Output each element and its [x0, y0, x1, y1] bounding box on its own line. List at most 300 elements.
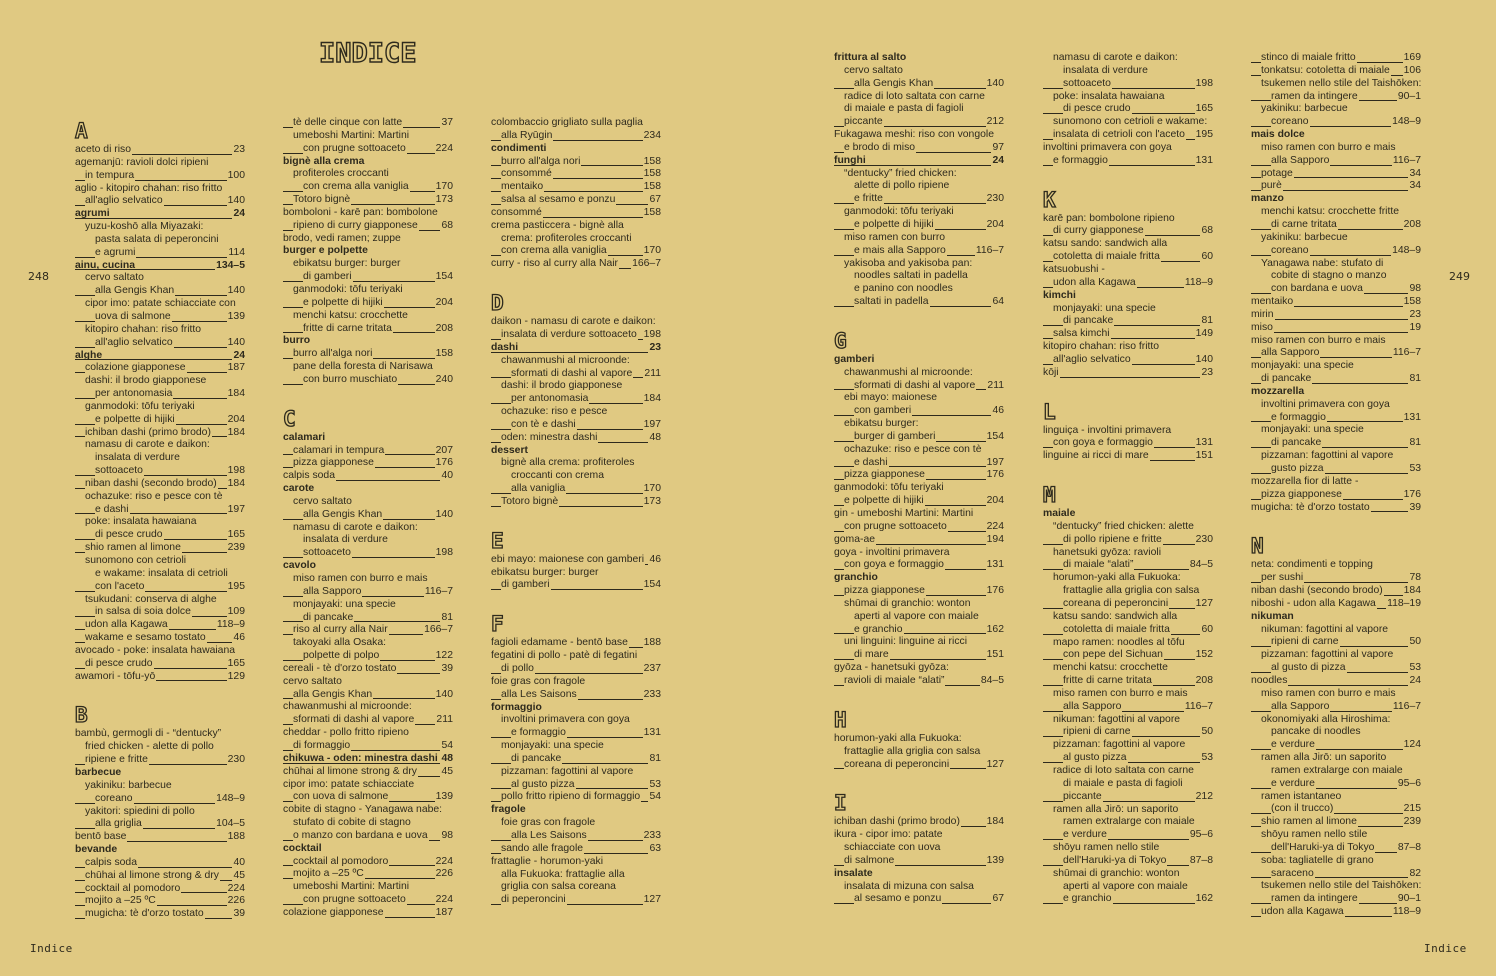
entry-page-number: 184: [643, 393, 661, 405]
index-entry: [283, 791, 453, 804]
entry-text: all'aglio selvatico: [1053, 353, 1131, 365]
index-entry: [491, 881, 661, 894]
index-heading: [283, 560, 453, 573]
index-entry: [834, 380, 1004, 393]
index-entry: [491, 168, 661, 181]
index-entry: [1043, 225, 1213, 238]
entry-text: ochazuke: riso e pesce con tè: [85, 490, 223, 502]
index-entry: [834, 206, 1004, 219]
entry-text: involtini primavera con goya: [1261, 398, 1390, 410]
index-heading: [1251, 611, 1421, 624]
index-entry: [1251, 880, 1421, 893]
index-entry: [834, 733, 1004, 746]
entry-page-number: 23: [233, 144, 245, 155]
index-entry: [1043, 450, 1213, 463]
entry-text: cervo saltato: [85, 272, 144, 284]
index-entry: [1043, 264, 1213, 277]
entry-text: tonkatsu: cotoletta di maiale: [1261, 64, 1390, 76]
entry-text: awamori - tōfu-yō: [75, 670, 156, 682]
entry-page-number: 158: [1403, 296, 1421, 308]
index-entry: [1251, 726, 1421, 739]
section-letter-text: H: [834, 707, 847, 732]
index-entry: [1043, 598, 1213, 611]
entry-page-number: 158: [643, 168, 661, 180]
index-entry: [283, 130, 453, 143]
entry-page-number: 207: [435, 444, 453, 456]
entry-text: di pollo: [501, 663, 534, 674]
entry-text: ebikatsu burger: burger: [491, 566, 599, 578]
index-entry: [1043, 65, 1213, 78]
entry-page-number: 81: [441, 611, 453, 623]
index-entry: [1043, 701, 1213, 714]
entry-text: ramen extralarge con maiale: [1063, 816, 1195, 828]
entry-text: shūmai di granchio: wonton: [1053, 867, 1180, 879]
index-entry: [834, 232, 1004, 245]
index-entry: [1251, 155, 1421, 168]
entry-text: pizzaman: fagottini al vapore: [1053, 739, 1186, 751]
index-heading: [491, 143, 661, 156]
entry-page-number: 197: [227, 503, 245, 515]
entry-text: oden: minestra dashi: [501, 431, 598, 443]
entry-text: croccanti con crema: [511, 470, 604, 482]
section-gap: [491, 592, 661, 604]
entry-page-number: 46: [649, 553, 661, 565]
index-heading: [283, 753, 453, 766]
index-entry: [834, 585, 1004, 598]
section-letter: [75, 119, 245, 144]
entry-page-number: 53: [1201, 752, 1213, 764]
index-entry: [1251, 91, 1421, 104]
entry-page-number: 100: [227, 169, 245, 181]
index-entry: [75, 157, 245, 170]
index-entry: [1251, 309, 1421, 322]
entry-page-number: 116–7: [1392, 154, 1421, 166]
entry-page-number: 166–7: [424, 624, 453, 636]
index-entry: [1043, 611, 1213, 624]
index-entry: [283, 676, 453, 689]
index-entry: [1043, 559, 1213, 572]
index-entry: [75, 170, 245, 183]
index-entry: [1251, 765, 1421, 778]
entry-text: purè: [1261, 180, 1282, 192]
entry-text: noodles: [1251, 674, 1288, 686]
index-entry: [1043, 585, 1213, 598]
entry-text: con prugne sottoaceto: [844, 520, 947, 532]
index-entry: [1251, 855, 1421, 868]
entry-text: brodo, vedi ramen; zuppe: [283, 232, 401, 244]
entry-text: “dentucky” fried chicken:: [844, 167, 957, 179]
index-entry: [283, 779, 453, 792]
index-entry: [1043, 303, 1213, 316]
entry-text: involtini primavera con goya: [1043, 141, 1172, 153]
index-entry: [834, 258, 1004, 271]
index-entry: [75, 298, 245, 311]
entry-text: di pesce crudo: [95, 529, 163, 541]
entry-text: ichiban dashi (primo brodo): [85, 426, 211, 438]
entry-text: avocado - poke: insalata hawaiana: [75, 644, 236, 656]
entry-text: alla Fukuoka: frattaglie alla: [501, 868, 625, 880]
index-heading: [75, 844, 245, 857]
entry-text: pane della foresta di Narisawa: [293, 361, 433, 373]
section-letter: [1043, 188, 1213, 213]
entry-text: shōyu ramen nello stile: [1261, 829, 1368, 841]
index-entry: [834, 482, 1004, 495]
index-entry: [283, 624, 453, 637]
index-entry: [1251, 399, 1421, 412]
index-entry: [491, 650, 661, 663]
section-gap: [834, 771, 1004, 783]
entry-page-number: 127: [643, 894, 661, 906]
entry-page-number: 50: [1409, 636, 1421, 648]
index-entry: [283, 817, 453, 830]
entry-page-number: 53: [1409, 463, 1421, 474]
entry-text: e brodo di miso: [844, 141, 916, 153]
entry-page-number: 81: [1409, 373, 1421, 385]
entry-text: o manzo con bardana e uova: [293, 829, 428, 841]
index-column-3: [491, 117, 661, 907]
entry-text: insalata di mizuna con salsa: [844, 880, 974, 892]
index-entry: [1043, 78, 1213, 91]
section-gap: [283, 387, 453, 399]
entry-text: con l'aceto: [95, 580, 145, 592]
entry-text: wakame e sesamo tostato: [85, 632, 206, 644]
index-entry: [75, 594, 245, 607]
index-entry: [1251, 489, 1421, 502]
index-entry: [283, 522, 453, 535]
index-entry: [75, 555, 245, 568]
index-entry: [491, 740, 661, 753]
entry-page-number: 124: [1403, 739, 1421, 751]
index-entry: [283, 856, 453, 869]
entry-page-number: 204: [986, 218, 1004, 230]
entry-page-number: 239: [1403, 816, 1421, 828]
entry-text: menchi katsu: crocchette: [293, 309, 408, 321]
index-entry: [834, 457, 1004, 470]
entry-text: per antonomasia: [95, 388, 173, 400]
index-entry: [1251, 270, 1421, 283]
index-entry: [1251, 585, 1421, 598]
entry-text: alla Les Saisons: [511, 829, 587, 841]
entry-page-number: 134–5: [216, 259, 245, 271]
entry-text: ramen da intingere: [1271, 893, 1358, 905]
entry-page-number: 240: [435, 373, 453, 385]
entry-text: sformati di dashi al vapore: [854, 379, 976, 391]
index-entry: [1043, 842, 1213, 855]
entry-text: nikuman: fagottini al vapore: [1053, 713, 1181, 725]
index-entry: [834, 893, 1004, 906]
entry-page-number: 140: [986, 77, 1004, 89]
section-letter: [1043, 483, 1213, 508]
index-entry: [491, 817, 661, 830]
entry-page-number: 233: [643, 688, 661, 700]
entry-text: aperti al vapore con maiale: [854, 610, 979, 622]
index-entry: [75, 427, 245, 440]
entry-page-number: 23: [1201, 366, 1213, 378]
index-entry: [1251, 373, 1421, 386]
index-entry: [283, 117, 453, 130]
index-entry: [834, 636, 1004, 649]
entry-text: gin - umeboshi Martini: Martini: [834, 508, 974, 519]
index-entry: [75, 728, 245, 741]
entry-page-number: 211: [436, 714, 453, 726]
index-entry: [1043, 521, 1213, 534]
entry-page-number: 118–9: [216, 619, 245, 631]
index-entry: [1043, 238, 1213, 251]
index-entry: [834, 142, 1004, 155]
entry-page-number: 34: [1409, 180, 1421, 192]
index-entry: [1043, 155, 1213, 168]
entry-page-number: 140: [227, 336, 245, 348]
entry-text: sunomono con cetrioli: [85, 555, 187, 566]
index-entry: [75, 388, 245, 401]
entry-text: ramen extralarge con maiale: [1271, 764, 1403, 776]
entry-page-number: 184: [227, 477, 245, 489]
entry-text: cereali - tè d'orzo tostato: [283, 662, 397, 674]
index-entry: [1251, 842, 1421, 855]
index-entry: [1043, 315, 1213, 328]
index-entry: [1251, 206, 1421, 219]
entry-text: burro all'alga nori: [293, 348, 373, 360]
entry-text: di pollo ripiene e fritte: [1063, 533, 1162, 545]
entry-text: all'aglio selvatico: [85, 195, 163, 207]
index-entry: [283, 740, 453, 753]
entry-page-number: 131: [1195, 154, 1213, 166]
entry-text: aceto di riso: [75, 144, 132, 155]
entry-text: ripiene e fritte: [85, 754, 148, 766]
entry-text: alla Gengis Khan: [303, 508, 383, 520]
index-entry: [283, 907, 453, 920]
entry-page-number: 19: [1409, 321, 1421, 333]
index-entry: [283, 310, 453, 323]
entry-text: tsukemen nello stile del Taishōken:: [1261, 77, 1422, 89]
entry-page-number: 45: [441, 765, 453, 777]
entry-page-number: 48: [649, 431, 661, 443]
index-entry: [834, 405, 1004, 418]
entry-text: al gusto pizza: [1063, 752, 1127, 764]
entry-page-number: 148–9: [1392, 116, 1421, 128]
index-entry: [834, 508, 1004, 521]
entry-text: chūhai al limone strong & dry: [283, 765, 417, 777]
index-entry: [491, 207, 661, 220]
entry-text: ikura - cipor imo: patate: [834, 829, 943, 841]
entry-page-number: 224: [435, 142, 453, 154]
entry-text: mentaiko: [501, 181, 544, 193]
entry-text: ganmodoki: tōfu teriyaki: [834, 482, 944, 494]
entry-page-number: 226: [435, 868, 453, 880]
index-entry: [1251, 701, 1421, 714]
entry-page-number: 90–1: [1397, 893, 1421, 905]
index-entry: [834, 168, 1004, 181]
entry-text: e verdure: [1271, 777, 1315, 789]
index-entry: [491, 457, 661, 470]
entry-page-number: 24: [992, 154, 1004, 166]
entry-page-number: 127: [1195, 598, 1213, 609]
index-heading: [1251, 193, 1421, 206]
entry-text: pizza giapponese: [1261, 488, 1342, 500]
index-entry: [491, 663, 661, 676]
entry-text: di curry giapponese: [1053, 225, 1144, 237]
index-entry: [834, 547, 1004, 560]
entry-text: piccante: [844, 116, 883, 128]
entry-page-number: 154: [986, 430, 1004, 442]
index-entry: [491, 258, 661, 271]
index-entry: [75, 581, 245, 594]
entry-text: radice di loto saltata con carne: [1053, 764, 1194, 776]
entry-text: calpis soda: [85, 856, 137, 868]
entry-text: di pancake: [1063, 315, 1114, 327]
index-entry: [75, 568, 245, 581]
index-entry: [1043, 649, 1213, 662]
entry-page-number: 24: [1409, 674, 1421, 686]
entry-text: calamari in tempura: [293, 444, 385, 456]
entry-text: foie gras con fragole: [501, 817, 596, 829]
entry-text: nikuman: fagottini al vapore: [1261, 623, 1389, 635]
index-entry: [1043, 868, 1213, 881]
index-entry: [1043, 213, 1213, 226]
entry-text: crema pasticcera - bignè alla: [491, 219, 624, 231]
entry-page-number: 211: [987, 379, 1004, 391]
index-entry: [1251, 739, 1421, 752]
index-heading: [283, 843, 453, 856]
entry-text: chikuwa - oden: minestra dashi: [283, 752, 438, 764]
index-entry: [283, 233, 453, 246]
entry-text: burger di gamberi: [854, 430, 936, 442]
index-entry: [1043, 881, 1213, 894]
entry-text: cervo saltato: [283, 675, 342, 687]
index-entry: [1043, 534, 1213, 547]
entry-page-number: 234: [643, 129, 661, 141]
index-entry: [1251, 502, 1421, 515]
index-entry: [283, 534, 453, 547]
entry-page-number: 68: [441, 219, 453, 231]
section-gap: [1043, 463, 1213, 475]
index-entry: [834, 418, 1004, 431]
index-entry: [75, 818, 245, 831]
entry-text: ripieno di curry giapponese: [293, 219, 418, 231]
entry-text: gamberi: [834, 353, 875, 365]
entry-text: di pesce crudo: [85, 657, 153, 669]
index-entry: [1043, 829, 1213, 842]
index-entry: [283, 297, 453, 310]
entry-page-number: 212: [1195, 790, 1213, 802]
entry-page-number: 211: [644, 367, 661, 379]
entry-page-number: 114: [228, 246, 245, 258]
entry-text: ochazuke: riso e pesce con tè: [844, 443, 982, 455]
entry-text: menchi katsu: crocchette: [1053, 662, 1168, 674]
index-entry: [834, 91, 1004, 104]
entry-page-number: 224: [435, 855, 453, 867]
index-heading: [283, 483, 453, 496]
entry-text: in tempura: [85, 169, 135, 181]
entry-text: con uova di salmone: [293, 791, 389, 803]
index-entry: [283, 457, 453, 470]
entry-text: con prugne sottoaceto: [303, 894, 406, 906]
index-entry: [491, 419, 661, 432]
index-heading: [491, 342, 661, 355]
index-entry: [75, 183, 245, 196]
entry-page-number: 165: [227, 529, 245, 541]
index-entry: [1251, 347, 1421, 360]
entry-page-number: 188: [643, 637, 661, 649]
entry-page-number: 40: [441, 470, 453, 482]
entry-text: monjayaki: una specie: [1251, 360, 1354, 372]
section-gap: [1043, 168, 1213, 180]
entry-text: pizza giapponese: [293, 457, 374, 469]
entry-text: nikuman: [1251, 610, 1294, 622]
index-entry: [75, 754, 245, 767]
entry-page-number: 158: [643, 155, 661, 167]
entry-text: pizzaman: fagottini al vapore: [501, 765, 634, 777]
entry-text: e granchio: [1063, 893, 1112, 905]
entry-page-number: 116–7: [424, 585, 453, 597]
index-entry: [491, 117, 661, 130]
entry-text: di maiale e pasta di fagioli: [1063, 777, 1183, 789]
entry-page-number: 170: [643, 245, 661, 257]
entry-text: tsukemen nello stile del Taishōken:: [1261, 880, 1422, 892]
entry-text: cocktail: [283, 842, 322, 854]
index-entry: [834, 65, 1004, 78]
entry-text: yakitori: spiedini di pollo: [85, 805, 195, 817]
entry-text: cavolo: [283, 560, 316, 572]
index-heading: [1251, 386, 1421, 399]
entry-page-number: 165: [1195, 103, 1213, 115]
entry-text: mojito a –25 ºC: [293, 868, 364, 880]
section-gap: [1251, 514, 1421, 526]
section-gap: [1043, 380, 1213, 392]
index-entry: [834, 816, 1004, 829]
index-entry: [283, 220, 453, 233]
entry-text: mojito a –25 ºC: [85, 895, 156, 907]
entry-text: cervo saltato: [293, 495, 352, 507]
index-entry: [491, 316, 661, 329]
entry-page-number: 226: [227, 895, 245, 907]
index-entry: [75, 870, 245, 883]
entry-text: insalata di verdure sottoaceto: [501, 328, 637, 340]
entry-page-number: 37: [441, 117, 453, 128]
entry-page-number: 122: [435, 650, 453, 662]
entry-page-number: 131: [643, 727, 661, 739]
entry-page-number: 95–6: [1189, 829, 1213, 841]
index-entry: [1043, 251, 1213, 264]
section-letter-text: F: [491, 612, 504, 637]
entry-page-number: 187: [227, 362, 245, 374]
entry-text: cipor imo: patate schiacciate con: [85, 298, 236, 310]
entry-text: uova di salmone: [95, 310, 171, 322]
entry-page-number: 50: [1201, 726, 1213, 738]
entry-text: monjayaki: una specie: [501, 740, 604, 752]
entry-page-number: 118–19: [1387, 597, 1421, 609]
index-entry: [283, 714, 453, 727]
entry-page-number: 158: [435, 348, 453, 360]
index-entry: [1043, 816, 1213, 829]
index-heading: [834, 52, 1004, 65]
entry-page-number: 54: [441, 739, 453, 751]
index-entry: [491, 393, 661, 406]
index-entry: [75, 195, 245, 208]
index-entry: [1043, 893, 1213, 906]
entry-text: shōyu ramen nello stile: [1053, 842, 1160, 854]
entry-page-number: 158: [643, 181, 661, 193]
entry-text: gusto pizza: [1271, 463, 1324, 474]
index-entry: [283, 374, 453, 387]
entry-text: tè delle cinque con latte: [293, 117, 403, 128]
index-entry: [283, 804, 453, 817]
entry-page-number: 98: [1409, 283, 1421, 295]
index-entry: [834, 431, 1004, 444]
entry-text: yakiniku: barbecue: [1261, 103, 1348, 115]
index-entry: [1251, 816, 1421, 829]
section-gap: [834, 688, 1004, 700]
